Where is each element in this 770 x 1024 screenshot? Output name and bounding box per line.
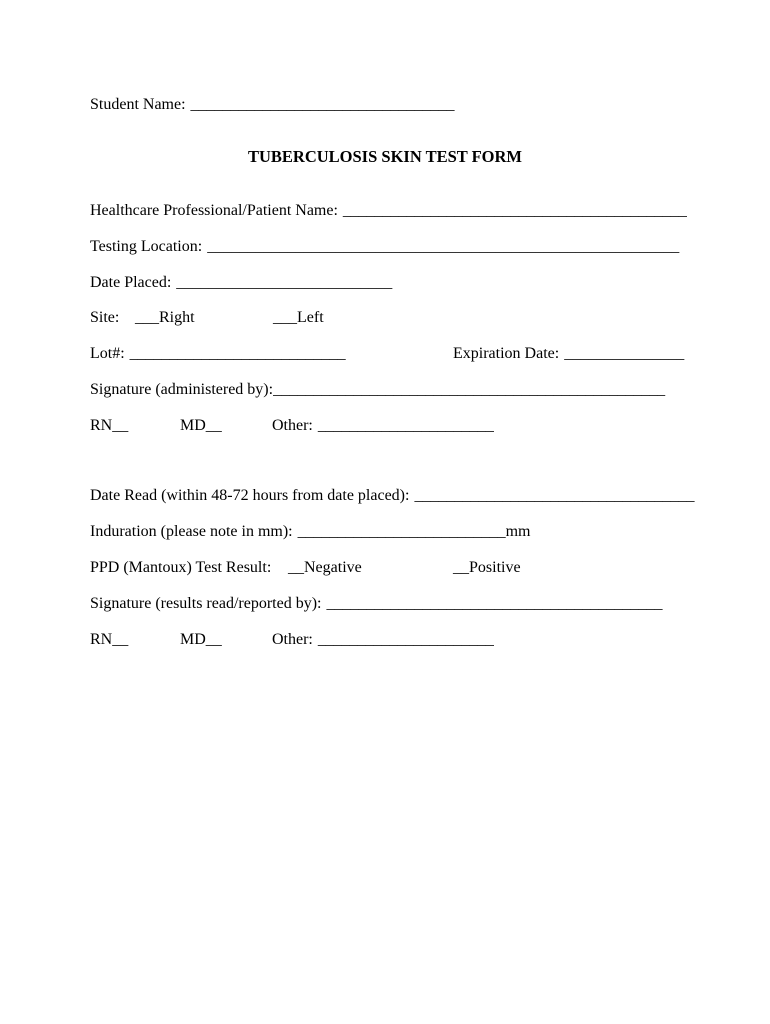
lot-expiration-row: [0, 344, 770, 364]
md-option[interactable]: MD__: [180, 417, 222, 434]
testing-location-blank-field[interactable]: ___________________________________________________________: [207, 238, 680, 255]
signature-results-label: Signature (results read/reported by):: [90, 595, 322, 612]
site-row: [0, 308, 770, 328]
induration-unit-label: mm: [505, 523, 531, 540]
student-name-blank-field[interactable]: _________________________________: [190, 96, 455, 113]
expiration-date-blank-field[interactable]: _______________: [564, 345, 685, 362]
induration-blank-field[interactable]: __________________________: [297, 523, 506, 540]
signature-administered-row: [0, 380, 770, 400]
other-label: Other:: [272, 631, 313, 648]
signature-administered-label: Signature (administered by):: [90, 381, 274, 398]
healthcare-name-row: [0, 201, 770, 221]
ppd-result-row: [0, 558, 770, 578]
date-placed-label: Date Placed:: [90, 274, 172, 291]
md-option[interactable]: MD__: [180, 631, 222, 648]
student-name-row: [0, 95, 770, 115]
healthcare-name-label: Healthcare Professional/Patient Name:: [90, 202, 338, 219]
credentials-administered-row: [0, 416, 770, 436]
lot-number-label: Lot#:: [90, 345, 125, 362]
date-placed-row: [0, 273, 770, 293]
testing-location-row: [0, 237, 770, 257]
healthcare-name-blank-field[interactable]: ___________________________________________: [342, 202, 687, 219]
other-blank-field[interactable]: ______________________: [317, 631, 494, 648]
induration-label: Induration (please note in mm):: [90, 523, 293, 540]
site-left-option[interactable]: ___Left: [273, 309, 324, 326]
date-read-row: [0, 486, 770, 506]
other-blank-field[interactable]: ______________________: [317, 417, 494, 434]
signature-administered-blank-field[interactable]: _________________________________________________: [273, 381, 666, 398]
student-name-label: Student Name:: [90, 96, 186, 113]
date-read-label: Date Read (within 48-72 hours from date placed):: [90, 487, 410, 504]
rn-option[interactable]: RN__: [90, 631, 129, 648]
other-label: Other:: [272, 417, 313, 434]
credentials-results-row: [0, 630, 770, 650]
expiration-date-label: Expiration Date:: [453, 345, 560, 362]
signature-results-blank-field[interactable]: __________________________________________: [326, 595, 663, 612]
page-title: TUBERCULOSIS SKIN TEST FORM: [247, 147, 522, 166]
positive-option[interactable]: __Positive: [453, 559, 521, 576]
negative-option[interactable]: __Negative: [288, 559, 362, 576]
rn-option[interactable]: RN__: [90, 417, 129, 434]
ppd-result-label: PPD (Mantoux) Test Result:: [90, 559, 272, 576]
date-read-blank-field[interactable]: ___________________________________: [414, 487, 695, 504]
date-placed-blank-field[interactable]: ___________________________: [176, 274, 393, 291]
testing-location-label: Testing Location:: [90, 238, 203, 255]
induration-row: [0, 522, 770, 542]
site-right-option[interactable]: ___Right: [135, 309, 195, 326]
lot-number-blank-field[interactable]: ___________________________: [129, 345, 346, 362]
site-label: Site:: [90, 309, 120, 326]
signature-results-row: [0, 594, 770, 614]
